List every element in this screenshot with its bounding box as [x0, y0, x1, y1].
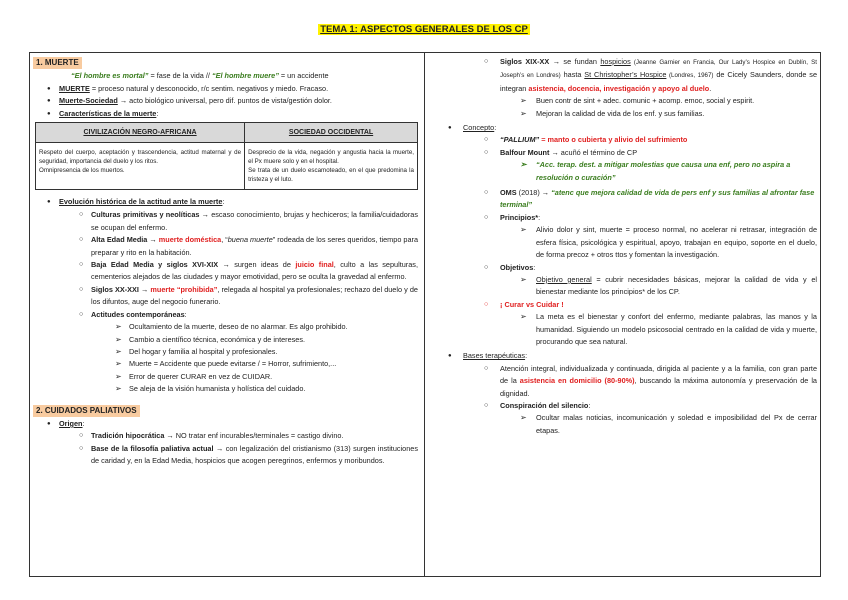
list-item: ○ Actitudes contemporáneas: — [33, 309, 418, 321]
list-item: ➢ Alivio dolor y sint, muerte = proceso normal, no acelerar ni retrasar, integración de esfera física, psicológica y espiritual, apoyo, trabajan en equipo, soporte en el duelo, de forma precoz + otros ttos y fomentan la investigación. — [430, 224, 817, 261]
list-item: ● MUERTE = proceso natural y desconocido, r/c sentim. negativos y miedo. Fracaso. — [33, 83, 418, 95]
section-heading-muerte: 1. MUERTE — [33, 57, 82, 69]
list-item: ○ Culturas primitivas y neolíticas → escaso conocimiento, brujas y hechiceros; la familia/cuidadoras se ocupan del enfermo. — [33, 209, 418, 234]
list-item: ➢ Del hogar y familia al hospital y profesionales. — [33, 346, 418, 358]
table-cell: Desprecio de la vida, negación y angustia hacia la muerte, el Px muere solo y en el hospital. Se trata de un duelo escamoteado, en el que predomina la tristeza y el luto. — [245, 143, 418, 190]
list-item: ○ ¡ Curar vs Cuidar ! — [430, 299, 817, 311]
list-item: ○ OMS (2018) → “atenc que mejora calidad de vida de pers enf y sus familias al afrontar fase terminal” — [430, 187, 817, 212]
list-item: ○ Base de la filosofía paliativa actual → con legalización del cristianismo (313) surgen instituciones de caridad y, en la Edad Media, hospicios que acogen peregrinos, enfermos y moribundos. — [33, 443, 418, 468]
list-item: ➢ Mejoran la calidad de vida de los enf. y sus familias. — [430, 108, 817, 120]
section-heading-cuidados: 2. CUIDADOS PALIATIVOS — [33, 405, 140, 417]
list-item: ➢ Ocultamiento de la muerte, deseo de no alarmar. Es algo prohibido. — [33, 321, 418, 333]
list-item: ○ Siglos XIX-XX → se fundan hospicios (Jeanne Garnier en Francia, Our Lady’s Hospice en Dublín, St Joseph’s en Londres) hasta St Christopher’s Hospice (Londres, 1967) de Cicely Saunders, donde se integran asistencia, docencia, investigación y apoyo al duelo. — [430, 56, 817, 95]
list-item: ○ “PALLIUM” = manto o cubierta y alivio del sufrimiento — [430, 134, 817, 146]
list-item: ➢ “Acc. terap. dest. a mitigar molestias que causa una enf, pero no aspira a resolución o curación” — [430, 159, 817, 184]
left-column — [33, 56, 418, 468]
list-item: ● Características de la muerte: — [33, 108, 418, 120]
column-divider — [424, 52, 425, 577]
table-header: SOCIEDAD OCCIDENTAL — [245, 123, 418, 143]
mortal-quote-line: “El hombre es mortal” = fase de la vida // “El hombre muere” = un accidente — [71, 71, 329, 81]
list-item: ○ Balfour Mount → acuñó el término de CP — [430, 147, 817, 159]
table-header: CIVILIZACIÓN NEGRO-AFRICANA — [36, 123, 245, 143]
list-item: ○ Alta Edad Media → muerte doméstica, “buena muerte” rodeada de los seres queridos, tiempo para preparar y rito en la habitación. — [33, 234, 418, 259]
list-item: ○ Principios*: — [430, 212, 817, 224]
list-item: ➢ Muerte = Accidente que puede evitarse / = Horror, sufrimiento,... — [33, 358, 418, 370]
list-item: ● Muerte-Sociedad → acto biológico universal, pero dif. puntos de vista/gestión dolor. — [33, 95, 418, 107]
table-cell: Respeto del cuerpo, aceptación y trascendencia, actitud maternal y de seguridad, importancia del duelo y los ritos. Omnipresencia de los muertos. — [36, 143, 245, 190]
page-title: TEMA 1: ASPECTOS GENERALES DE LOS CP — [320, 24, 528, 35]
list-item: ● Origen: — [33, 418, 418, 430]
comparison-table — [35, 122, 418, 190]
list-item: ➢ Buen contr de sint + adec. comunic + acomp. emoc, social y espirit. — [430, 95, 817, 107]
list-item: ● Evolución histórica de la actitud ante la muerte: — [33, 196, 418, 208]
list-item: ➢ Se aleja de la visión humanista y holística del cuidado. — [33, 383, 418, 395]
right-column — [430, 56, 817, 437]
list-item: ○ Conspiración del silencio: — [430, 400, 817, 412]
list-item: ➢ Error de querer CURAR en vez de CUIDAR. — [33, 371, 418, 383]
list-item: ○ Atención integral, individualizada y continuada, dirigida al paciente y a la familia, con gran parte de la asistencia en domicilio (80-90%), buscando la máxima autonomía y preservación de la dignidad. — [430, 363, 817, 400]
list-item: ○ Baja Edad Media y siglos XVI-XIX → surgen ideas de juicio final, culto a las sepulturas, cementerios alejados de las ciudades y mayor emotividad, pero se oculta la gravedad al enfermo. — [33, 259, 418, 284]
list-item: ➢ Ocultar malas noticias, incomunicación y soledad e imposibilidad del Px de cerrar etapas. — [430, 412, 817, 437]
list-item: ● Bases terapéuticas: — [430, 350, 817, 362]
list-item: ➢ Objetivo general = cubrir necesidades básicas, mejorar la calidad de vida y el bienestar mediante los principios* de los CP. — [430, 274, 817, 299]
list-item: ➢ La meta es el bienestar y confort del enfermo, mediante palabras, las manos y la humanidad. Siguiendo un modelo psicosocial centrado en la calidad de vida y muerte, procurando que sea natural. — [430, 311, 817, 348]
list-item: ➢ Cambio a científico técnica, económica y de intereses. — [33, 334, 418, 346]
list-item: ○ Siglos XX-XXI → muerte “prohibida”, relegada al hospital ya profesionales; rechazo del duelo y de los difuntos, auge del negocio funerario. — [33, 284, 418, 309]
list-item: ○ Tradición hipocrática → NO tratar enf incurables/terminales = castigo divino. — [33, 430, 418, 442]
list-item: ● Concepto: — [430, 122, 817, 134]
list-item: ○ Objetivos: — [430, 262, 817, 274]
